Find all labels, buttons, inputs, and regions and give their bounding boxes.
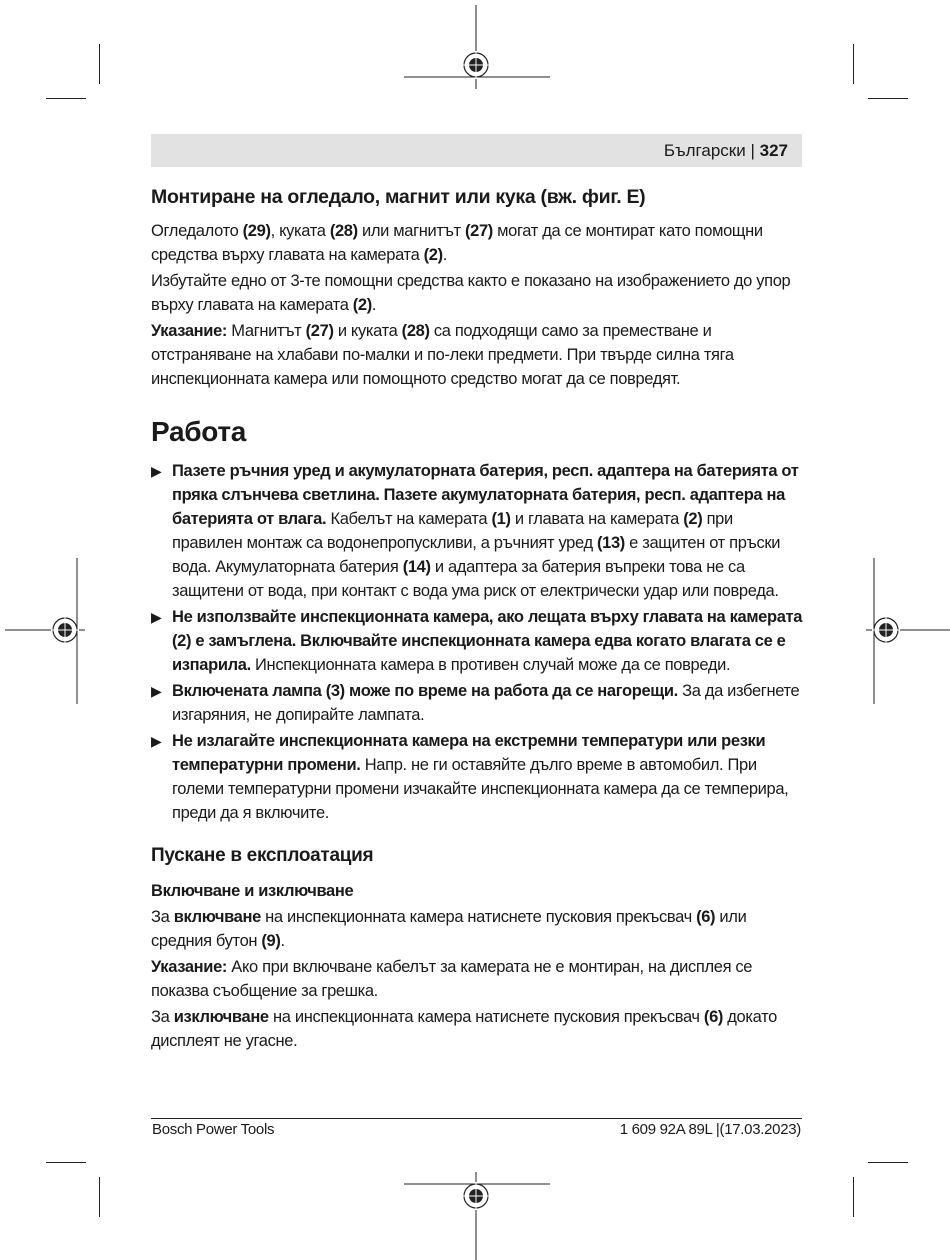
page-number: 327 — [759, 141, 788, 160]
footer-separator: | — [715, 1121, 720, 1138]
crop-mark — [853, 1177, 854, 1217]
crop-mark — [46, 1162, 86, 1163]
header-language: Български — [663, 141, 746, 160]
registration-mark-right — [866, 558, 950, 704]
paragraph-switch-on: За включване на инспекционната камера натиснете пусковия прекъсвач (6) или средния бутон (9). — [151, 908, 747, 950]
crop-mark — [99, 1177, 100, 1217]
footer-doc-info — [620, 1121, 801, 1138]
triangle-bullet-icon: ▶ — [151, 609, 162, 625]
registration-mark-top — [404, 5, 550, 105]
header-separator: | — [750, 141, 755, 160]
header-text — [664, 141, 788, 161]
crop-mark — [853, 44, 854, 84]
footer-date: (17.03.2023) — [719, 1121, 801, 1138]
page-header — [151, 134, 802, 167]
crop-mark — [46, 98, 86, 99]
note-label: Указание: — [151, 322, 228, 340]
section-title-startup: Пускане в експлоатация — [151, 845, 374, 866]
paragraph-switch-off: За изключване на инспекционната камера натиснете пусковия прекъсвач (6) докато дисплеят не угасне. — [151, 1008, 777, 1050]
note-mount: Указание: Магнитът (27) и куката (28) са подходящи само за преместване и отстраняване на хлабави по-малки и по-леки предмети. При твърде силна тяга инспекционната камера или помощното средство могат да се повредят. — [151, 322, 734, 388]
paragraph-mount-2: Избутайте едно от 3-те помощни средства както е показано на изображението до упор върху главата на камерата (2). — [151, 272, 791, 314]
warning-list — [151, 459, 803, 825]
section-title-mount: Монтиране на огледало, магнит или кука (вж. фиг. E) — [151, 186, 646, 208]
footer-brand: Bosch Power Tools — [152, 1121, 275, 1138]
warning-item: ▶ Не излагайте инспекционната камера на екстремни температури или резки температурни промени. Напр. не ги оставяйте дълго време в автомобил. При големи температурни промени изчакайте инспекционната камера да се темперира, преди да я включите. — [151, 729, 803, 825]
section-title-operation: Работа — [151, 416, 247, 447]
triangle-bullet-icon: ▶ — [151, 733, 162, 749]
triangle-bullet-icon: ▶ — [151, 683, 162, 699]
warning-item: ▶ Не използвайте инспекционната камера, ако лещата върху главата на камерата (2) е замъглена. Включвайте инспекционната камера едва когато влагата се е изпарила. Инспекционната камера в противен случай може да се повреди. — [151, 605, 803, 677]
subsection-title-on-off: Включване и изключване — [151, 882, 354, 900]
crop-mark — [868, 1162, 908, 1163]
paragraph-mount-1: Огледалото (29), куката (28) или магнитът (27) могат да се монтират като помощни средства върху главата на камерата (2). — [151, 222, 763, 264]
triangle-bullet-icon: ▶ — [151, 463, 162, 479]
warning-item: ▶ Включената лампа (3) може по време на работа да се нагорещи. За да избегнете изгаряния, не допирайте лампата. — [151, 679, 803, 727]
footer-doc-code: 1 609 92A 89L — [619, 1121, 713, 1138]
page-content — [151, 183, 803, 1055]
registration-mark-left — [5, 558, 85, 704]
note-label: Указание: — [151, 958, 228, 976]
footer-divider — [151, 1118, 802, 1119]
note-startup: Указание: Ако при включване кабелът за камерата не е монтиран, на дисплея се показва съобщение за грешка. — [151, 958, 753, 1000]
registration-mark-bottom — [404, 1172, 550, 1260]
crop-mark — [99, 44, 100, 84]
warning-item: ▶ Пазете ръчния уред и акумулаторната батерия, респ. адаптера на батерията от пряка слънчева светлина. Пазете акумулаторната батерия, респ. адаптера на батерията от влага. Кабелът на камерата (1) и главата на камерата (2) при правилен монтаж са водонепропускливи, а ръчният уред (13) е защитен от пръски вода. Акумулаторната батерия (14) и адаптера за батерия въпреки това не са защитени от вода, при контакт с вода ума риск от електрически удар или повреда. — [151, 459, 803, 603]
crop-mark — [868, 98, 908, 99]
